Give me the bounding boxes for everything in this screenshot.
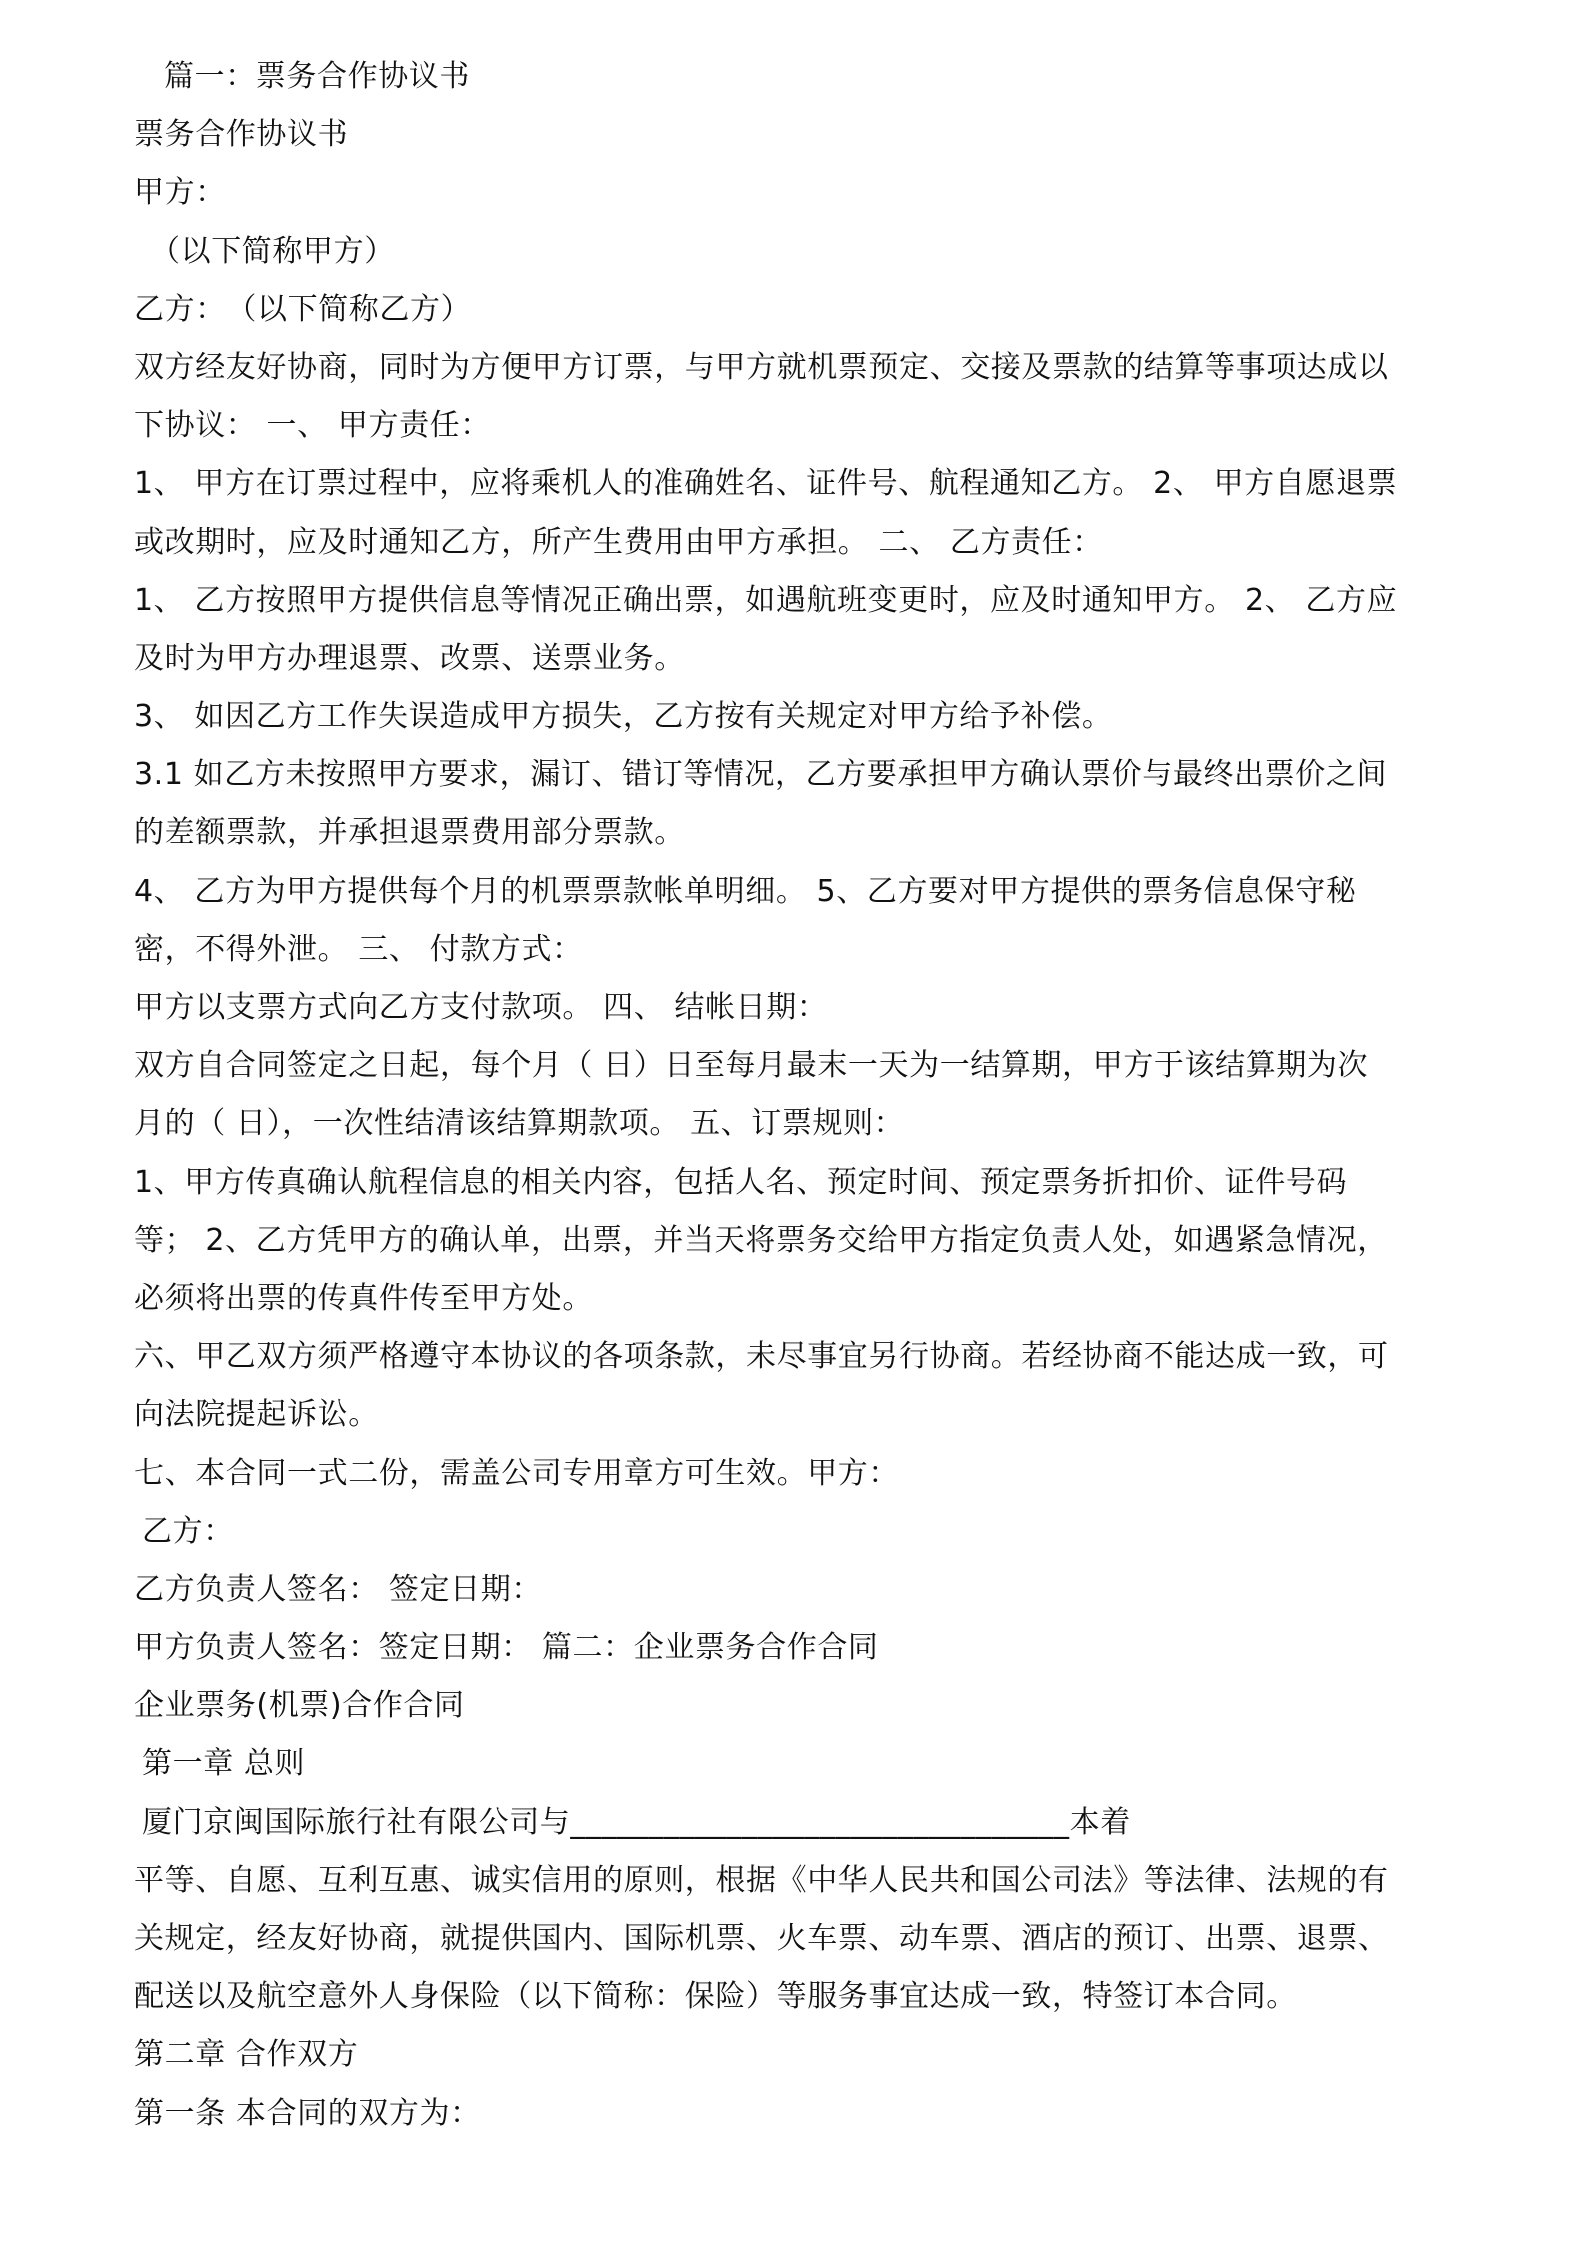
paragraph-line: 1、 乙方按照甲方提供信息等情况正确出票，如遇航班变更时，应及时通知甲方。 2、 乙方应 xyxy=(134,582,1398,618)
party-a-signer-line: 甲方负责人签名：签定日期： 篇二：企业票务合作合同 xyxy=(134,1630,879,1666)
paragraph-line: 厦门京闽国际旅行社有限公司与________________________________本着 xyxy=(142,1804,1131,1840)
paragraph-line: 3.1 如乙方未按照甲方要求，漏订、错订等情况，乙方要承担甲方确认票价与最终出票价之间 xyxy=(134,757,1388,793)
paragraph-line: 3、 如因乙方工作失误造成甲方损失，乙方按有关规定对甲方给予补偿。 xyxy=(134,699,1113,735)
paragraph-line: 双方自合同签定之日起，每个月（ 日）日至每月最末一天为一结算期，甲方于该结算期为次 xyxy=(134,1048,1369,1084)
paragraph-line: 月的（ 日），一次性结清该结算期款项。 五、订票规则： xyxy=(134,1106,905,1142)
paragraph-line: 1、甲方传真确认航程信息的相关内容，包括人名、预定时间、预定票务折扣价、证件号码 xyxy=(134,1164,1348,1200)
paragraph-line: 必须将出票的传真件传至甲方处。 xyxy=(134,1280,593,1316)
party-a-short-name: （以下简称甲方） xyxy=(150,233,395,269)
paragraph-line: 向法院提起诉讼。 xyxy=(134,1397,379,1433)
paragraph-line: 4、 乙方为甲方提供每个月的机票票款帐单明细。 5、乙方要对甲方提供的票务信息保守秘 xyxy=(134,873,1357,909)
contract-title: 企业票务(机票)合作合同 xyxy=(134,1688,465,1724)
paragraph-line: 1、 甲方在订票过程中，应将乘机人的准确姓名、证件号、航程通知乙方。 2、 甲方自愿退票 xyxy=(134,466,1398,502)
party-b-signature-label: 乙方： xyxy=(142,1513,234,1549)
party-b-signer-line: 乙方负责人签名： 签定日期： xyxy=(134,1571,542,1607)
party-b-label: 乙方： （以下简称乙方） xyxy=(134,291,472,327)
article-one-heading: 第一条 本合同的双方为： xyxy=(134,2095,481,2131)
paragraph-line: 甲方以支票方式向乙方支付款项。 四、 结帐日期： xyxy=(134,990,828,1025)
paragraph-line: 配送以及航空意外人身保险（以下简称：保险）等服务事宜达成一致，特签订本合同。 xyxy=(134,1979,1297,2015)
paragraph-line: 下协议： 一、 甲方责任： xyxy=(134,408,491,444)
paragraph-line: 及时为甲方办理退票、改票、送票业务。 xyxy=(134,640,685,676)
paragraph-line: 或改期时，应及时通知乙方，所产生费用由甲方承担。 二、 乙方责任： xyxy=(134,524,1103,560)
paragraph-line: 六、甲乙双方须严格遵守本协议的各项条款，未尽事宜另行协商。若经协商不能达成一致，可 xyxy=(134,1339,1389,1375)
paragraph-line: 密，不得外泄。 三、 付款方式： xyxy=(134,931,583,967)
part-one-heading: 篇一：票务合作协议书 xyxy=(164,59,470,94)
paragraph-line: 关规定，经友好协商，就提供国内、国际机票、火车票、动车票、酒店的预订、出票、退票、 xyxy=(134,1921,1389,1956)
document-body xyxy=(134,48,1464,2143)
party-a-label: 甲方： xyxy=(134,175,226,211)
paragraph-line: 双方经友好协商，同时为方便甲方订票，与甲方就机票预定、交接及票款的结算等事项达成以 xyxy=(134,349,1389,385)
chapter-one-heading: 第一章 总则 xyxy=(142,1746,306,1782)
paragraph-line: 等； 2、乙方凭甲方的确认单，出票，并当天将票务交给甲方指定负责人处，如遇紧急情况， xyxy=(134,1222,1388,1258)
paragraph-line: 七、本合同一式二份，需盖公司专用章方可生效。甲方： xyxy=(134,1455,899,1491)
paragraph-line: 的差额票款，并承担退票费用部分票款。 xyxy=(134,815,685,851)
paragraph-line: 平等、自愿、互利互惠、诚实信用的原则，根据《中华人民共和国公司法》等法律、法规的有 xyxy=(134,1862,1389,1898)
chapter-two-heading: 第二章 合作双方 xyxy=(134,2037,359,2073)
agreement-title: 票务合作协议书 xyxy=(134,117,349,153)
